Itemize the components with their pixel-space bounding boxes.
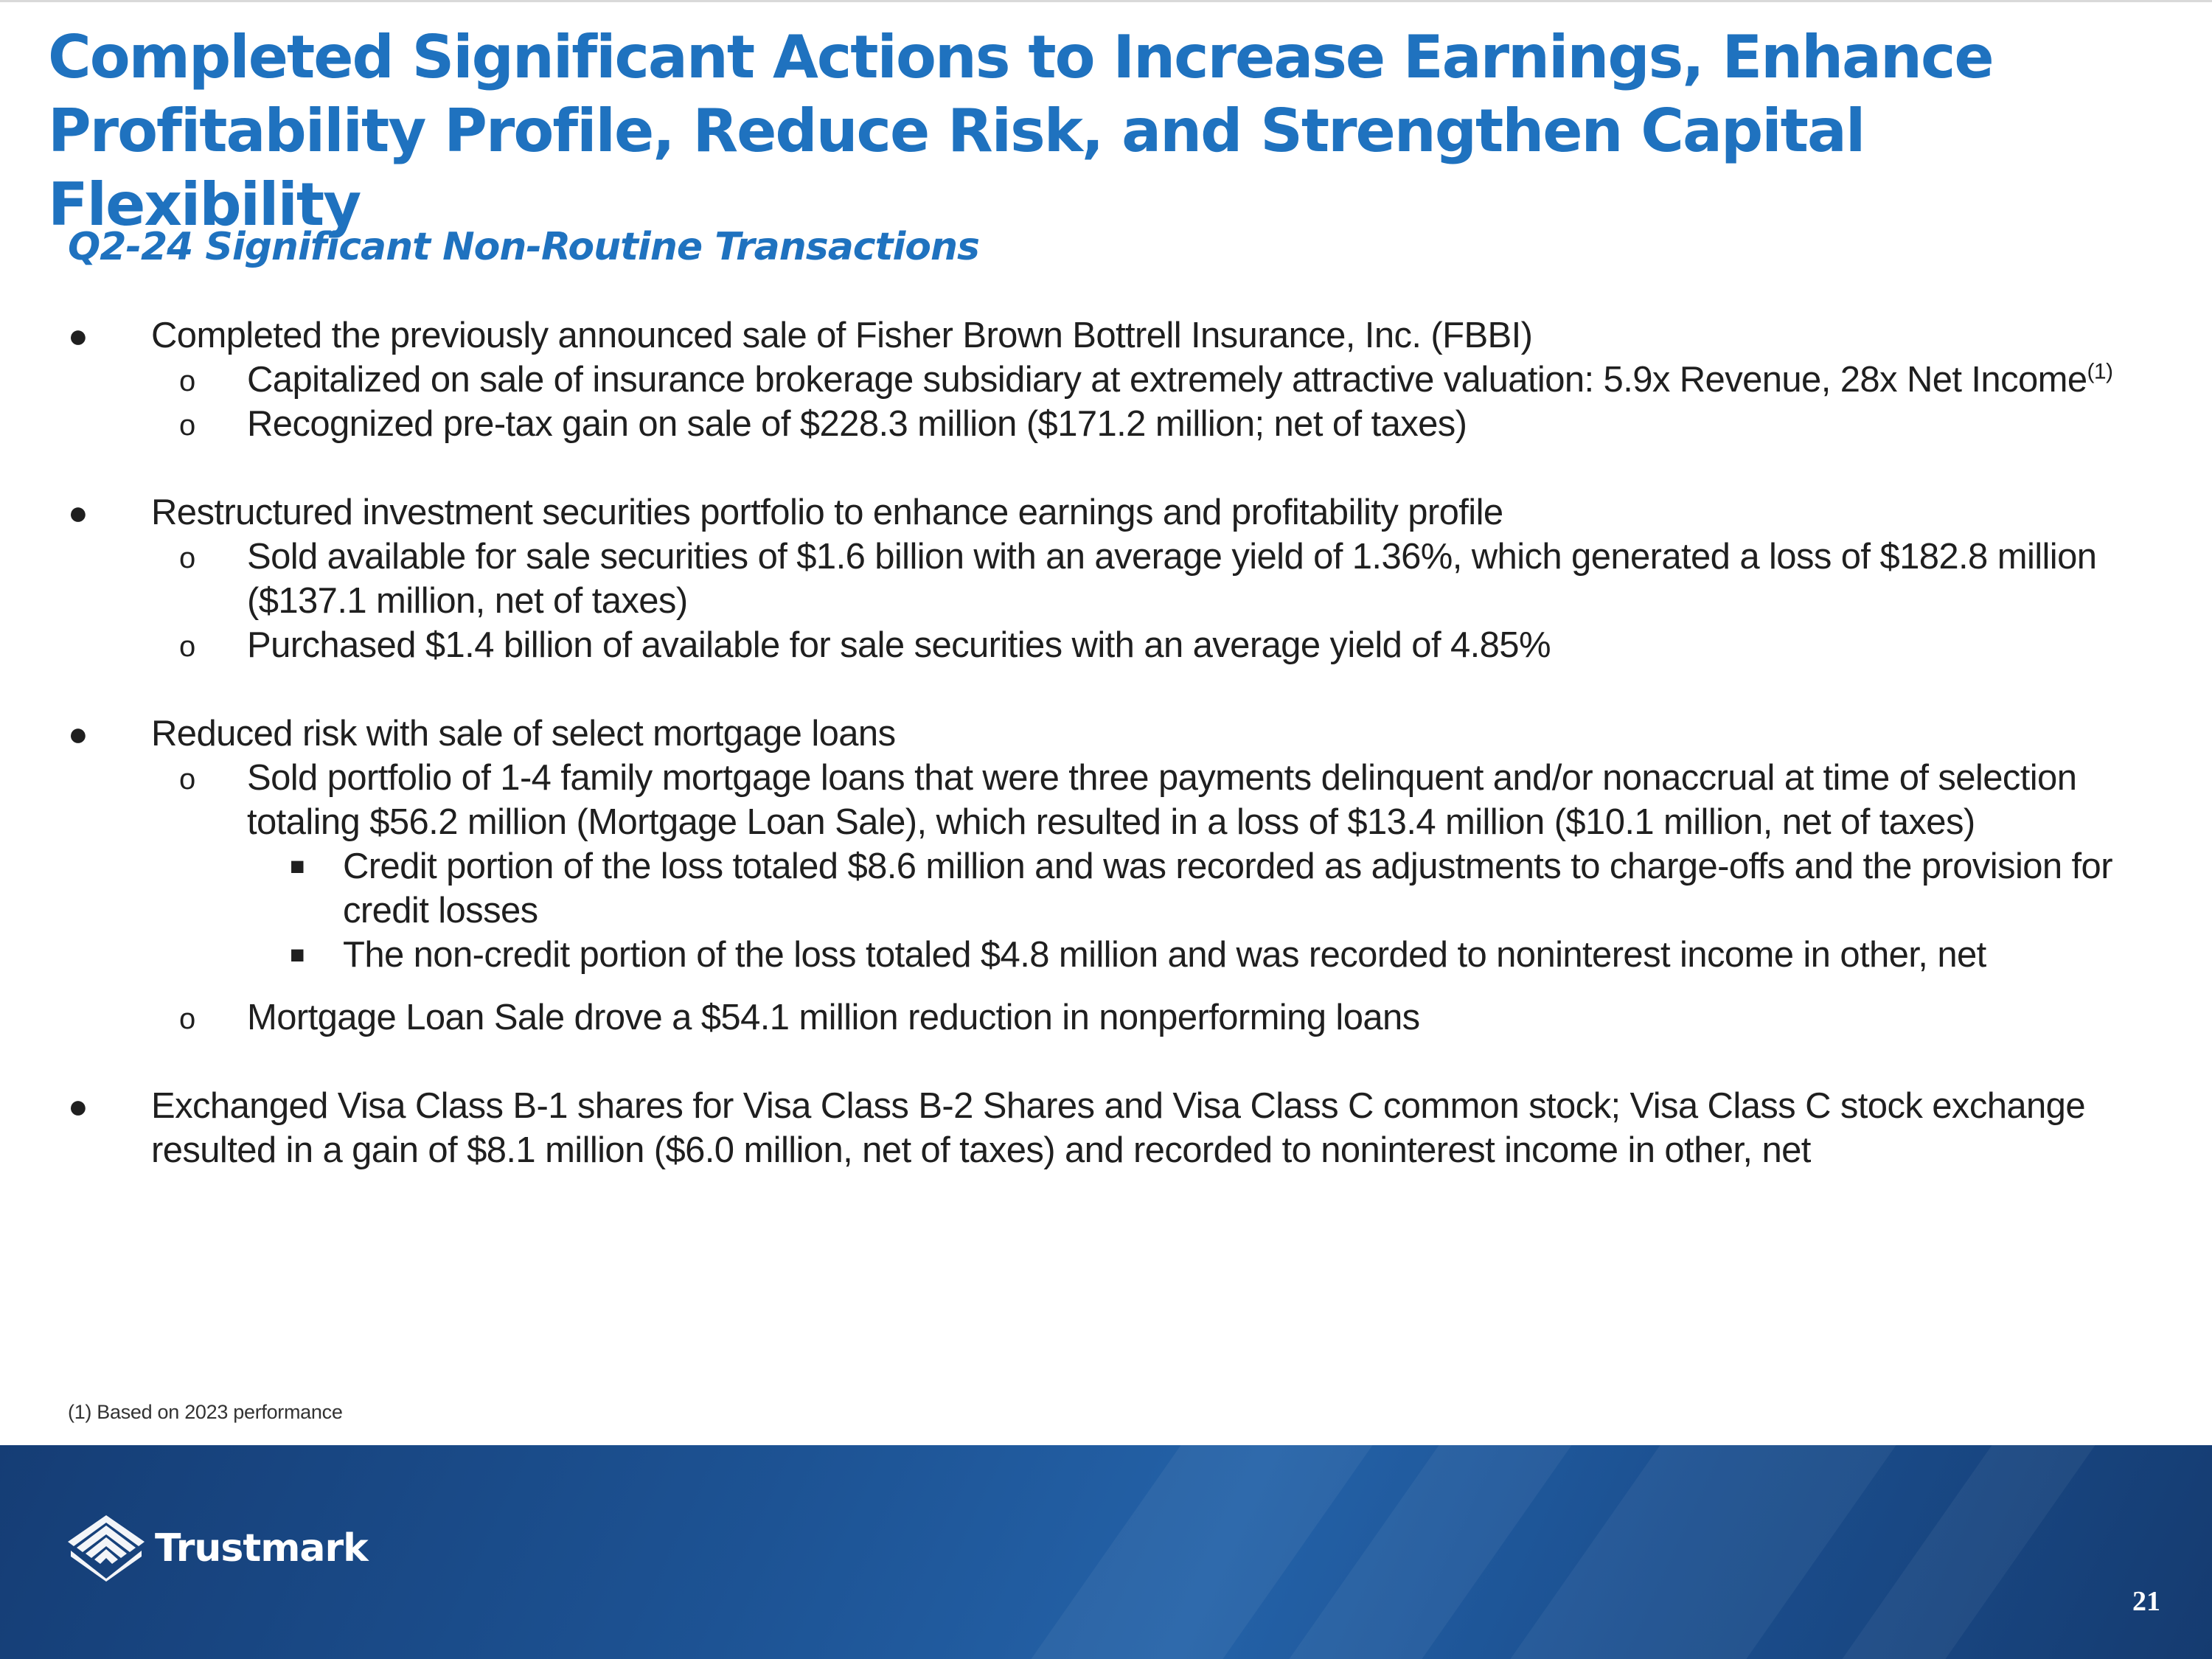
sub-bullet-item xyxy=(0,402,2212,446)
sub-bullet-marker: o xyxy=(179,542,195,574)
sub-bullet-item xyxy=(0,756,2212,844)
bullet-marker: ● xyxy=(68,714,88,753)
bullet-item xyxy=(0,313,2212,358)
page-number: 21 xyxy=(2132,1586,2160,1617)
sub-bullet-item xyxy=(0,358,2212,402)
bullet-item xyxy=(0,490,2212,535)
top-divider xyxy=(0,0,2212,2)
sub-bullet-text: Sold portfolio of 1-4 family mortgage loans that were three payments delinquent and/or nonaccrual at time of selection totaling $56.2 million (Mortgage Loan Sale), which resulted in a loss of $13.4 million ($10.1 million, net of taxes) xyxy=(247,758,2077,842)
bullet-marker: ● xyxy=(68,316,88,355)
sub-bullet-text: Mortgage Loan Sale drove a $54.1 million reduction in nonperforming loans xyxy=(247,998,1420,1037)
bullet-item xyxy=(0,1084,2212,1172)
square-bullet-marker: ■ xyxy=(290,852,305,880)
bullet-text: Reduced risk with sale of select mortgage loans xyxy=(151,714,896,754)
sub-bullet-marker: o xyxy=(179,630,195,663)
sub-bullet-text: Purchased $1.4 billion of available for sale securities with an average yield of 4.85% xyxy=(247,625,1551,665)
bullet-item xyxy=(0,712,2212,756)
sub-bullet-item xyxy=(0,623,2212,667)
bullet-marker: ● xyxy=(68,1087,88,1125)
sub-bullet-marker: o xyxy=(179,1003,195,1035)
bullet-marker: ● xyxy=(68,493,88,532)
sub-sub-bullet-item xyxy=(0,933,2212,977)
bullet-text: Exchanged Visa Class B-1 shares for Visa Class B-2 Shares and Visa Class C common stock; Visa Class C stock exchange resulted in a gain of $8.1 million ($6.0 million, net of taxes) and recorded to noninterest income in other, net xyxy=(151,1086,2085,1170)
bullet-text: Completed the previously announced sale of Fisher Brown Bottrell Insurance, Inc. (FBBI) xyxy=(151,316,1533,355)
footnote-reference: (1) xyxy=(2087,359,2113,384)
sub-bullet-text: Recognized pre-tax gain on sale of $228.3 million ($171.2 million; net of taxes) xyxy=(247,404,1467,444)
footnote: (1) Based on 2023 performance xyxy=(68,1401,343,1423)
sub-bullet-marker: o xyxy=(179,365,195,397)
slide-title: Completed Significant Actions to Increase Earnings, Enhance Profitability Profile, Reduce Risk, and Strengthen Capital Flexibility xyxy=(48,23,1993,239)
section-subtitle: Q2-24 Significant Non-Routine Transactions xyxy=(68,225,979,269)
sub-sub-bullet-item xyxy=(0,844,2212,933)
footer-band xyxy=(0,1445,2212,1659)
bullet-text: Restructured investment securities portfolio to enhance earnings and profitability profile xyxy=(151,493,1503,532)
sub-bullet-text: Sold available for sale securities of $1.6 billion with an average yield of 1.36%, which generated a loss of $182.8 million ($137.1 million, net of taxes) xyxy=(247,537,2097,621)
sub-bullet-marker: o xyxy=(179,763,195,796)
bullet-list xyxy=(0,313,2212,1172)
trustmark-logo-icon xyxy=(68,1515,145,1582)
brand-name: Trustmark xyxy=(155,1526,368,1571)
sub-bullet-marker: o xyxy=(179,409,195,442)
sub-sub-bullet-text: The non-credit portion of the loss totaled $4.8 million and was recorded to noninterest income in other, net xyxy=(343,935,1986,975)
square-bullet-marker: ■ xyxy=(290,941,305,969)
sub-bullet-item xyxy=(0,995,2212,1040)
sub-sub-bullet-text: Credit portion of the loss totaled $8.6 million and was recorded as adjustments to charge-offs and the provision for credit losses xyxy=(343,846,2112,931)
sub-bullet-text: Capitalized on sale of insurance brokerage subsidiary at extremely attractive valuation: 5.9x Revenue, 28x Net Income xyxy=(247,360,2087,400)
brand-logo xyxy=(68,1512,368,1585)
sub-bullet-item xyxy=(0,535,2212,623)
